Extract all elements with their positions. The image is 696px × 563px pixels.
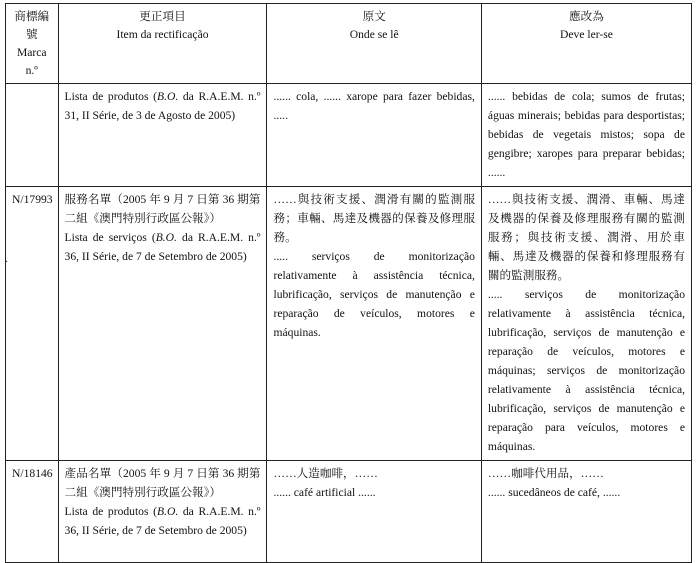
rectification-document (5, 3, 692, 537)
marca-number: N/18146 (12, 467, 53, 480)
cell-marca (6, 84, 59, 187)
cell-deve (481, 461, 691, 563)
header-item (58, 4, 267, 84)
header-deve-pt: Deve ler-se (560, 28, 613, 41)
header-onde (267, 4, 481, 84)
margin-mark: · (5, 257, 9, 268)
cell-deve (481, 84, 691, 187)
item-pt: Lista de serviços (B.O. da R.A.E.M. n.º 36, II Série, de 7 de Setembro de 2005) (64, 231, 261, 263)
cell-onde (267, 187, 481, 461)
header-deve-zh: 應改為 (569, 10, 604, 23)
onde-pt: ...... café artificial ...... (273, 486, 376, 499)
deve-zh: ……咖啡代用品，…… (487, 467, 604, 480)
onde-zh: ……與技術支援、潤滑有關的監測服務；車輛、馬達及機器的保養及修理服務。 (273, 193, 475, 244)
onde-zh: ……人造咖啡，…… (273, 467, 378, 480)
table-row (6, 187, 692, 461)
header-marca-zh: 商標編號 (14, 10, 50, 41)
cell-onde (267, 461, 481, 563)
onde-pt: ..... serviços de monitorização relativamente à assistência técnica, lubrificação, serviços de manutenção e reparação de veículos, motores e máquinas. (273, 250, 475, 339)
table-row (6, 84, 692, 187)
table-row (6, 461, 692, 563)
marca-number: N/17993 (12, 193, 53, 206)
cell-item (58, 84, 267, 187)
deve-pt: ..... serviços de monitorização relativamente à assistência técnica, lubrificação, serviços de manutenção e reparação de veículos, motores e máquinas; serviços de monitorização relativamente à assistência técnica, lubrificação, serviços de manutenção e reparação para veículos, motores e máquinas. (487, 288, 685, 453)
header-marca (6, 4, 59, 84)
cell-onde (267, 84, 481, 187)
cell-item (58, 187, 267, 461)
table-header-row (6, 4, 692, 84)
item-pt: Lista de produtos (B.O. da R.A.E.M. n.º 31, II Série, de 3 de Agosto de 2005) (64, 90, 261, 122)
header-deve (481, 4, 691, 84)
item-zh: 服務名單（2005 年 9 月 7 日第 36 期第二組《澳門特別行政區公報》） (64, 193, 261, 225)
item-zh: 產品名單（2005 年 9 月 7 日第 36 期第二組《澳門特別行政區公報》） (64, 467, 261, 499)
header-item-zh: 更正項目 (139, 10, 186, 23)
deve-zh: ……與技術支援、潤滑、車輛、馬達及機器的保養及修理服務有關的監測服務；與技術支援、潤滑、用於車輛、馬達及機器的保養和修理服務有關的監測服務。 (487, 193, 685, 282)
header-onde-zh: 原文 (362, 10, 386, 23)
cell-marca (6, 461, 59, 563)
cell-marca (6, 187, 59, 461)
header-item-pt: Item da rectificação (116, 28, 209, 41)
deve-pt: ...... bebidas de cola; sumos de frutas; águas minerais; bebidas para desportistas; bebidas de vegetais mistos; sopa de gengibre; xaropes para preparar bebidas; ...... (487, 90, 685, 179)
deve-pt: ...... sucedâneos de café, ...... (487, 486, 621, 499)
header-marca-pt: Marca n.º (16, 46, 47, 77)
rectification-table (5, 3, 692, 563)
cell-deve (481, 187, 691, 461)
item-pt: Lista de produtos (B.O. da R.A.E.M. n.º 36, II Série, de 7 de Setembro de 2005) (64, 505, 261, 537)
cell-item (58, 461, 267, 563)
header-onde-pt: Onde se lê (349, 28, 399, 41)
onde-pt: ...... cola, ...... xarope para fazer bebidas, ..... (273, 90, 475, 122)
